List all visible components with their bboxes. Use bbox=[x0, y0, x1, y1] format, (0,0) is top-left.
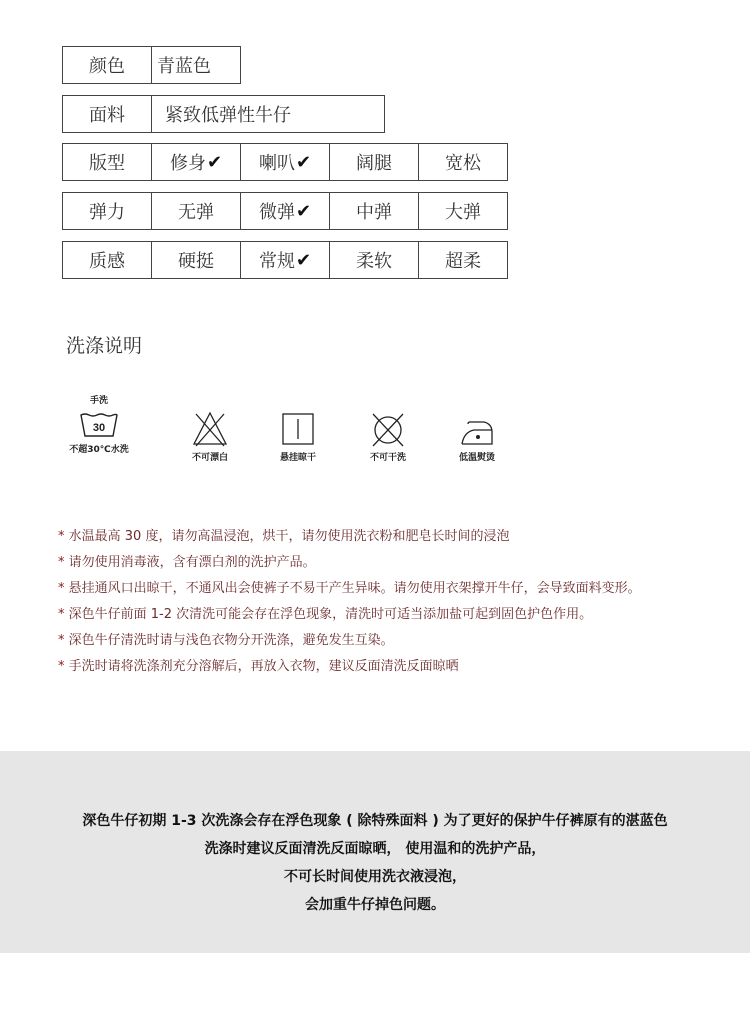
bullet: * bbox=[58, 659, 65, 674]
banner-line: 深色牛仔初期 1-3 次洗涤会存在浮色现象 ( 除特殊面料 ) 为了更好的保护牛仔裤原有的湛蓝色 bbox=[82, 813, 668, 829]
note-text: 深色牛仔清洗时请与浅色衣物分开洗涤，避免发生互染。 bbox=[68, 633, 394, 648]
spec-option bbox=[240, 143, 330, 181]
no-dry-clean-icon bbox=[369, 410, 407, 448]
spec-option: 硬挺 bbox=[151, 241, 241, 279]
low-iron-icon bbox=[458, 410, 496, 448]
low-iron-item bbox=[447, 410, 507, 463]
banner-line: 会加重牛仔掉色问题。 bbox=[305, 897, 445, 913]
note-item bbox=[58, 524, 641, 550]
notice-banner bbox=[0, 751, 750, 953]
bullet: * bbox=[58, 633, 65, 648]
option-text: 微弹 bbox=[258, 202, 295, 223]
banner-line: 洗涤时建议反面清洗反面晾晒， 使用温和的洗护产品， bbox=[204, 841, 546, 857]
hang-dry-item bbox=[268, 410, 328, 463]
note-text: 水温最高 30 度，请勿高温浸泡，烘干，请勿使用洗衣粉和肥皂长时间的浸泡 bbox=[68, 529, 510, 544]
note-text: 深色牛仔前面 1-2 次清洗可能会存在浮色现象，清洗时可适当添加盐可起到固色护色作用。 bbox=[68, 607, 593, 622]
spec-label-stretch: 弹力 bbox=[62, 192, 152, 230]
no-bleach-icon bbox=[191, 410, 229, 448]
spec-option bbox=[240, 192, 330, 230]
bullet: * bbox=[58, 607, 65, 622]
hand-wash-item bbox=[60, 393, 138, 455]
spec-row-fabric bbox=[62, 95, 385, 133]
wash-title: 洗涤说明 bbox=[66, 335, 143, 357]
bullet: * bbox=[58, 529, 65, 544]
spec-option: 宽松 bbox=[418, 143, 508, 181]
spec-label-texture: 质感 bbox=[62, 241, 152, 279]
check-icon: ✔ bbox=[295, 151, 312, 173]
spec-label-fabric: 面料 bbox=[62, 95, 152, 133]
note-item bbox=[58, 654, 641, 680]
check-icon: ✔ bbox=[206, 151, 223, 173]
hand-wash-label: 不超30℃水洗 bbox=[69, 445, 129, 455]
spec-option: 柔软 bbox=[329, 241, 419, 279]
no-dry-clean-label: 不可干洗 bbox=[369, 453, 406, 463]
spec-option bbox=[240, 241, 330, 279]
note-text: 手洗时请将洗涤剂充分溶解后，再放入衣物，建议反面清洗反面晾晒 bbox=[68, 659, 459, 674]
banner-line: 不可长时间使用洗衣液浸泡， bbox=[284, 869, 466, 885]
care-notes bbox=[58, 524, 641, 680]
note-text: 悬挂通风口出晾干，不通风出会使裤子不易干产生异味。请勿使用衣架撑开牛仔，会导致面料变形。 bbox=[68, 581, 641, 596]
spec-option: 大弹 bbox=[418, 192, 508, 230]
hand-wash-icon bbox=[79, 412, 119, 438]
no-dry-clean-item bbox=[358, 410, 418, 463]
option-text: 常规 bbox=[258, 251, 295, 272]
note-text: 请勿使用消毒液，含有漂白剂的洗护产品。 bbox=[68, 555, 316, 570]
check-icon: ✔ bbox=[295, 200, 312, 222]
hand-wash-top-label: 手洗 bbox=[89, 396, 108, 406]
spec-option: 中弹 bbox=[329, 192, 419, 230]
note-item bbox=[58, 628, 641, 654]
note-item bbox=[58, 602, 641, 628]
wash-temp-text: 30 bbox=[92, 422, 106, 434]
spec-row-texture bbox=[62, 241, 508, 279]
spec-option: 阔腿 bbox=[329, 143, 419, 181]
spec-row-fit bbox=[62, 143, 508, 181]
note-item bbox=[58, 576, 641, 602]
spec-value-color: 青蓝色 bbox=[151, 46, 241, 84]
low-iron-label: 低温熨烫 bbox=[458, 453, 495, 463]
spec-value-fabric: 紧致低弹性牛仔 bbox=[151, 95, 385, 133]
check-icon: ✔ bbox=[295, 249, 312, 271]
spec-label-fit: 版型 bbox=[62, 143, 152, 181]
spec-label-color: 颜色 bbox=[62, 46, 152, 84]
spec-row-stretch bbox=[62, 192, 508, 230]
hang-dry-label: 悬挂晾干 bbox=[279, 453, 316, 463]
spec-option bbox=[151, 143, 241, 181]
note-item bbox=[58, 550, 641, 576]
bullet: * bbox=[58, 555, 65, 570]
spec-option: 无弹 bbox=[151, 192, 241, 230]
option-text: 喇叭 bbox=[258, 153, 295, 174]
spec-row-color bbox=[62, 46, 241, 84]
spec-option: 超柔 bbox=[418, 241, 508, 279]
no-bleach-item bbox=[180, 410, 240, 463]
no-bleach-label: 不可漂白 bbox=[191, 453, 228, 463]
bullet: * bbox=[58, 581, 65, 596]
option-text: 修身 bbox=[169, 153, 206, 174]
hang-dry-icon bbox=[279, 410, 317, 448]
